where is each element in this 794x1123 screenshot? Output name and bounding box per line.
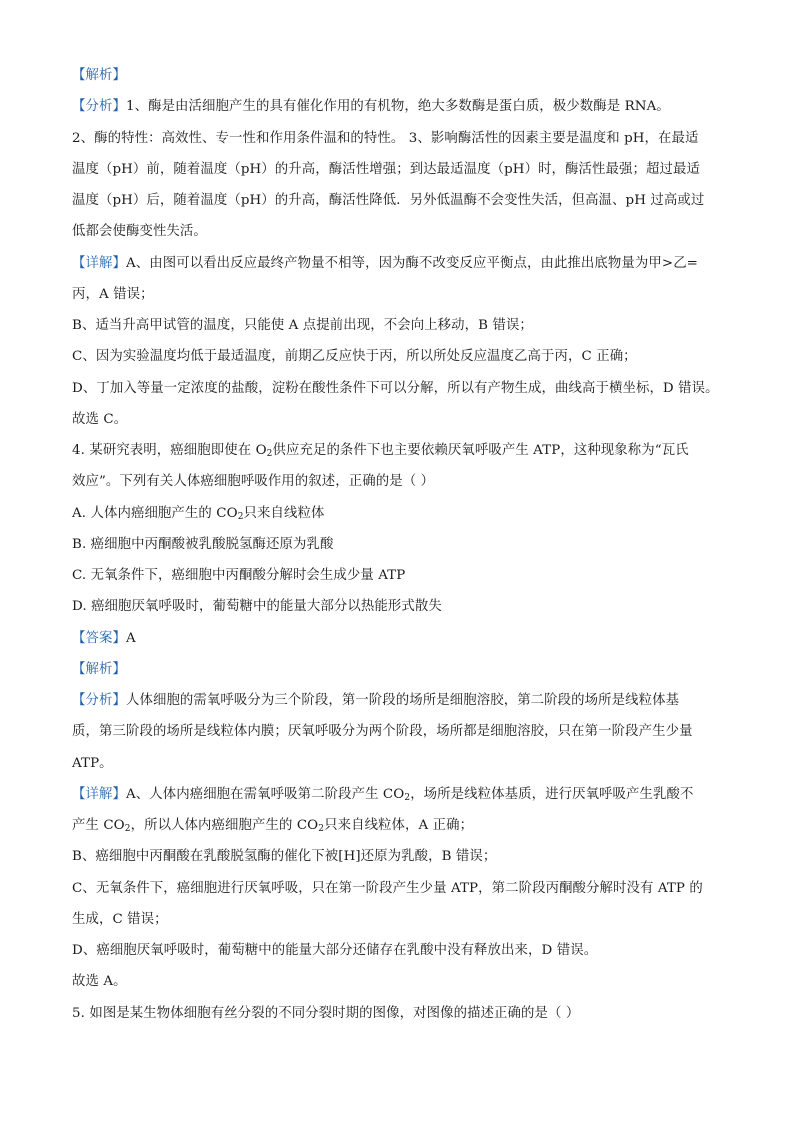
q3-detail-line xyxy=(72,254,732,274)
q5-stem-line: 5. 如图是某生物体细胞有丝分裂的不同分裂时期的图像，对图像的描述正确的是（ ） xyxy=(72,1006,580,1021)
q3-analysis-line: 温度（pH）前，随着温度（pH）的升高，酶活性增强；到达最适温度（pH）时，酶活性最强；超过最适 xyxy=(72,162,700,177)
q4-analysis-line xyxy=(72,691,732,711)
q3-analysis-line xyxy=(72,97,732,117)
q4-detail-text: A、人体内癌细胞在需氧呼吸第二阶段产生 CO xyxy=(125,787,405,802)
q3-detail-line: 丙，A 错误； xyxy=(72,287,154,302)
q4-detail-text: 产生 CO xyxy=(72,818,125,833)
q4-detail-line: C、无氧条件下，癌细胞进行厌氧呼吸，只在第一阶段产生少量 ATP，第二阶段丙酮酸分解时没有 ATP 的 xyxy=(72,881,703,896)
option-text: A. 人体内癌细胞产生的 CO xyxy=(72,506,238,521)
q4-detail-text: ，所以人体内癌细胞产生的 CO xyxy=(130,818,319,833)
q4-answer-value: A xyxy=(125,631,136,646)
subscript: 2 xyxy=(404,793,411,803)
subscript: 2 xyxy=(124,824,131,834)
q3-analysis-line: 2、酶的特性：高效性、专一性和作用条件温和的特性。 3、影响酶活性的因素主要是温度和 pH，在最适 xyxy=(72,131,699,146)
q4-conclusion: 故选 A。 xyxy=(72,974,127,989)
q4-stem-line xyxy=(72,441,732,461)
q4-option-d: D. 癌细胞厌氧呼吸时，葡萄糖中的能量大部分以热能形式散失 xyxy=(72,599,442,614)
q3-detail-text: A、由图可以看出反应最终产物量不相等，因为酶不改变反应平衡点，由此推出底物量为甲>乙= xyxy=(125,256,699,271)
q4-analysis-line: ATP。 xyxy=(72,756,113,771)
jiexi-heading xyxy=(72,66,732,86)
q4-option-b: B. 癌细胞中丙酮酸被乳酸脱氢酶还原为乳酸 xyxy=(72,537,334,552)
q3-detail-line: D、丁加入等量一定浓度的盐酸，淀粉在酸性条件下可以分解，所以有产物生成，曲线高于横坐标，D 错误。 xyxy=(72,381,719,396)
q4-stem-text: 供应充足的条件下也主要依赖厌氧呼吸产生 ATP，这种现象称为“瓦氏 xyxy=(272,443,689,458)
q3-analysis-text: 1、酶是由活细胞产生的具有催化作用的有机物，绝大多数酶是蛋白质，极少数酶是 RNA。 xyxy=(125,99,670,114)
subscript: 2 xyxy=(318,824,325,834)
q3-analysis-line: 低都会使酶变性失活。 xyxy=(72,224,207,239)
q4-detail-line: 生成，C 错误； xyxy=(72,912,168,927)
q3-detail-line: B、适当升高甲试管的温度，只能使 A 点提前出现，不会向上移动，B 错误； xyxy=(72,318,533,333)
option-text: 只来自线粒体 xyxy=(243,506,325,521)
q4-analysis-text: 人体细胞的需氧呼吸分为三个阶段，第一阶段的场所是细胞溶胶，第二阶段的场所是线粒体基 xyxy=(125,693,680,708)
q4-detail-text: ，场所是线粒体基质，进行厌氧呼吸产生乳酸不 xyxy=(410,787,694,802)
q4-option-a xyxy=(72,504,732,524)
q4-detail-line xyxy=(72,785,732,805)
daan-tag: 【答案】 xyxy=(72,631,126,646)
q4-detail-line xyxy=(72,816,732,836)
q4-answer-line xyxy=(72,629,732,649)
q4-detail-line: B、癌细胞中丙酮酸在乳酸脱氢酶的催化下被[H]还原为乳酸，B 错误； xyxy=(72,849,497,864)
jiexi-heading xyxy=(72,660,732,680)
subscript: 2 xyxy=(237,512,244,522)
q3-detail-line: C、因为实验温度均低于最适温度，前期乙反应快于丙，所以所处反应温度乙高于丙，C 正确； xyxy=(72,349,637,364)
fenxi-tag: 【分析】 xyxy=(72,693,126,708)
fenxi-tag: 【分析】 xyxy=(72,99,126,114)
jiexi-tag: 【解析】 xyxy=(72,662,126,677)
q4-detail-text: 只来自线粒体，A 正确； xyxy=(324,818,474,833)
q4-detail-line: D、癌细胞厌氧呼吸时，葡萄糖中的能量大部分还储存在乳酸中没有释放出来，D 错误。 xyxy=(72,943,598,958)
xiangjie-tag: 【详解】 xyxy=(72,787,126,802)
jiexi-tag: 【解析】 xyxy=(72,68,126,83)
q3-analysis-line: 温度（pH）后，随着温度（pH）的升高，酶活性降低．另外低温酶不会变性失活，但高温、pH 过高或过 xyxy=(72,193,705,208)
xiangjie-tag: 【详解】 xyxy=(72,256,126,271)
q4-stem-line: 效应”。下列有关人体癌细胞呼吸作用的叙述，正确的是（ ） xyxy=(72,474,435,489)
q4-stem-text: 4. 某研究表明，癌细胞即使在 O xyxy=(72,443,267,458)
subscript: 2 xyxy=(266,449,273,459)
q4-analysis-line: 质，第三阶段的场所是线粒体内膜；厌氧呼吸分为两个阶段，场所都是细胞溶胶，只在第一阶段产生少量 xyxy=(72,724,693,739)
q3-conclusion: 故选 C。 xyxy=(72,412,128,427)
q4-option-c: C. 无氧条件下，癌细胞中丙酮酸分解时会生成少量 ATP xyxy=(72,568,406,583)
